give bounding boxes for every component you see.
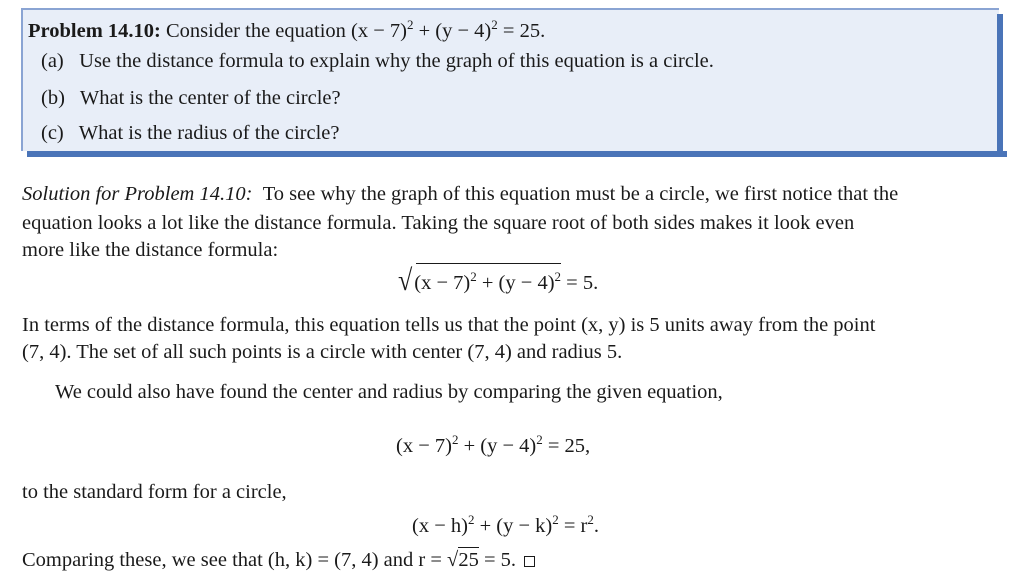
sqrt-expression: √ $(x - 7)^2 + (y - 4)^2$ — [398, 263, 562, 298]
equation-3: $(x - h)^2 + (y - k)^2 = r^2$. — [412, 512, 600, 537]
part-c — [41, 121, 339, 145]
para4: to the standard form for a circle, — [22, 481, 287, 503]
box-shadow-right — [997, 14, 1003, 157]
part-a — [41, 49, 714, 73]
para2-line-2: (7, 4). The set of all such points is a circle with center (7, 4) and radius 5. — [22, 341, 623, 363]
equation-2: $(x - 7)^2 + (y - 4)^2 = 25$, — [396, 432, 591, 457]
part-a-text: Use the distance formula to explain why the graph of this equation is a circle. — [79, 50, 714, 72]
solution-line-1: Solution for Problem 14.10: To see why the graph of this equation must be a circle, we first notice that the — [22, 183, 899, 205]
problem-equation: $(x - 7)^2 + (y - 4)^2 = 25$. — [351, 17, 546, 42]
problem-statement — [28, 13, 545, 43]
part-a-label: (a) — [41, 50, 64, 72]
para3: We could also have found the center and radius by comparing the given equation, — [55, 381, 723, 403]
problem-intro: Consider the equation — [165, 20, 352, 42]
part-b-text: What is the center of the circle? — [79, 87, 341, 109]
para5: Comparing these, we see that (h, k) = (7, 4) and r = √25 = 5. — [22, 548, 535, 572]
part-c-text: What is the radius of the circle? — [78, 122, 340, 144]
sqrt-25: √25 — [447, 549, 479, 571]
para2-line-1: In terms of the distance formula, this equation tells us that the point (x, y) is 5 units away from the point — [22, 314, 876, 336]
qed-square-icon — [524, 556, 535, 567]
solution-line-2: equation looks a lot like the distance formula. Taking the square root of both sides makes it look even — [22, 212, 855, 234]
part-c-label: (c) — [41, 122, 64, 144]
box-shadow-bottom — [27, 151, 1007, 157]
part-b-label: (b) — [41, 87, 65, 109]
sqrt-equation: √ $(x - 7)^2 + (y - 4)^2 = 5$. — [398, 263, 599, 298]
solution-line-3: more like the distance formula: — [22, 239, 279, 261]
part-b — [41, 86, 341, 110]
solution-label: Solution for Problem 14.10: — [22, 183, 253, 205]
problem-label: Problem 14.10: — [28, 20, 161, 42]
